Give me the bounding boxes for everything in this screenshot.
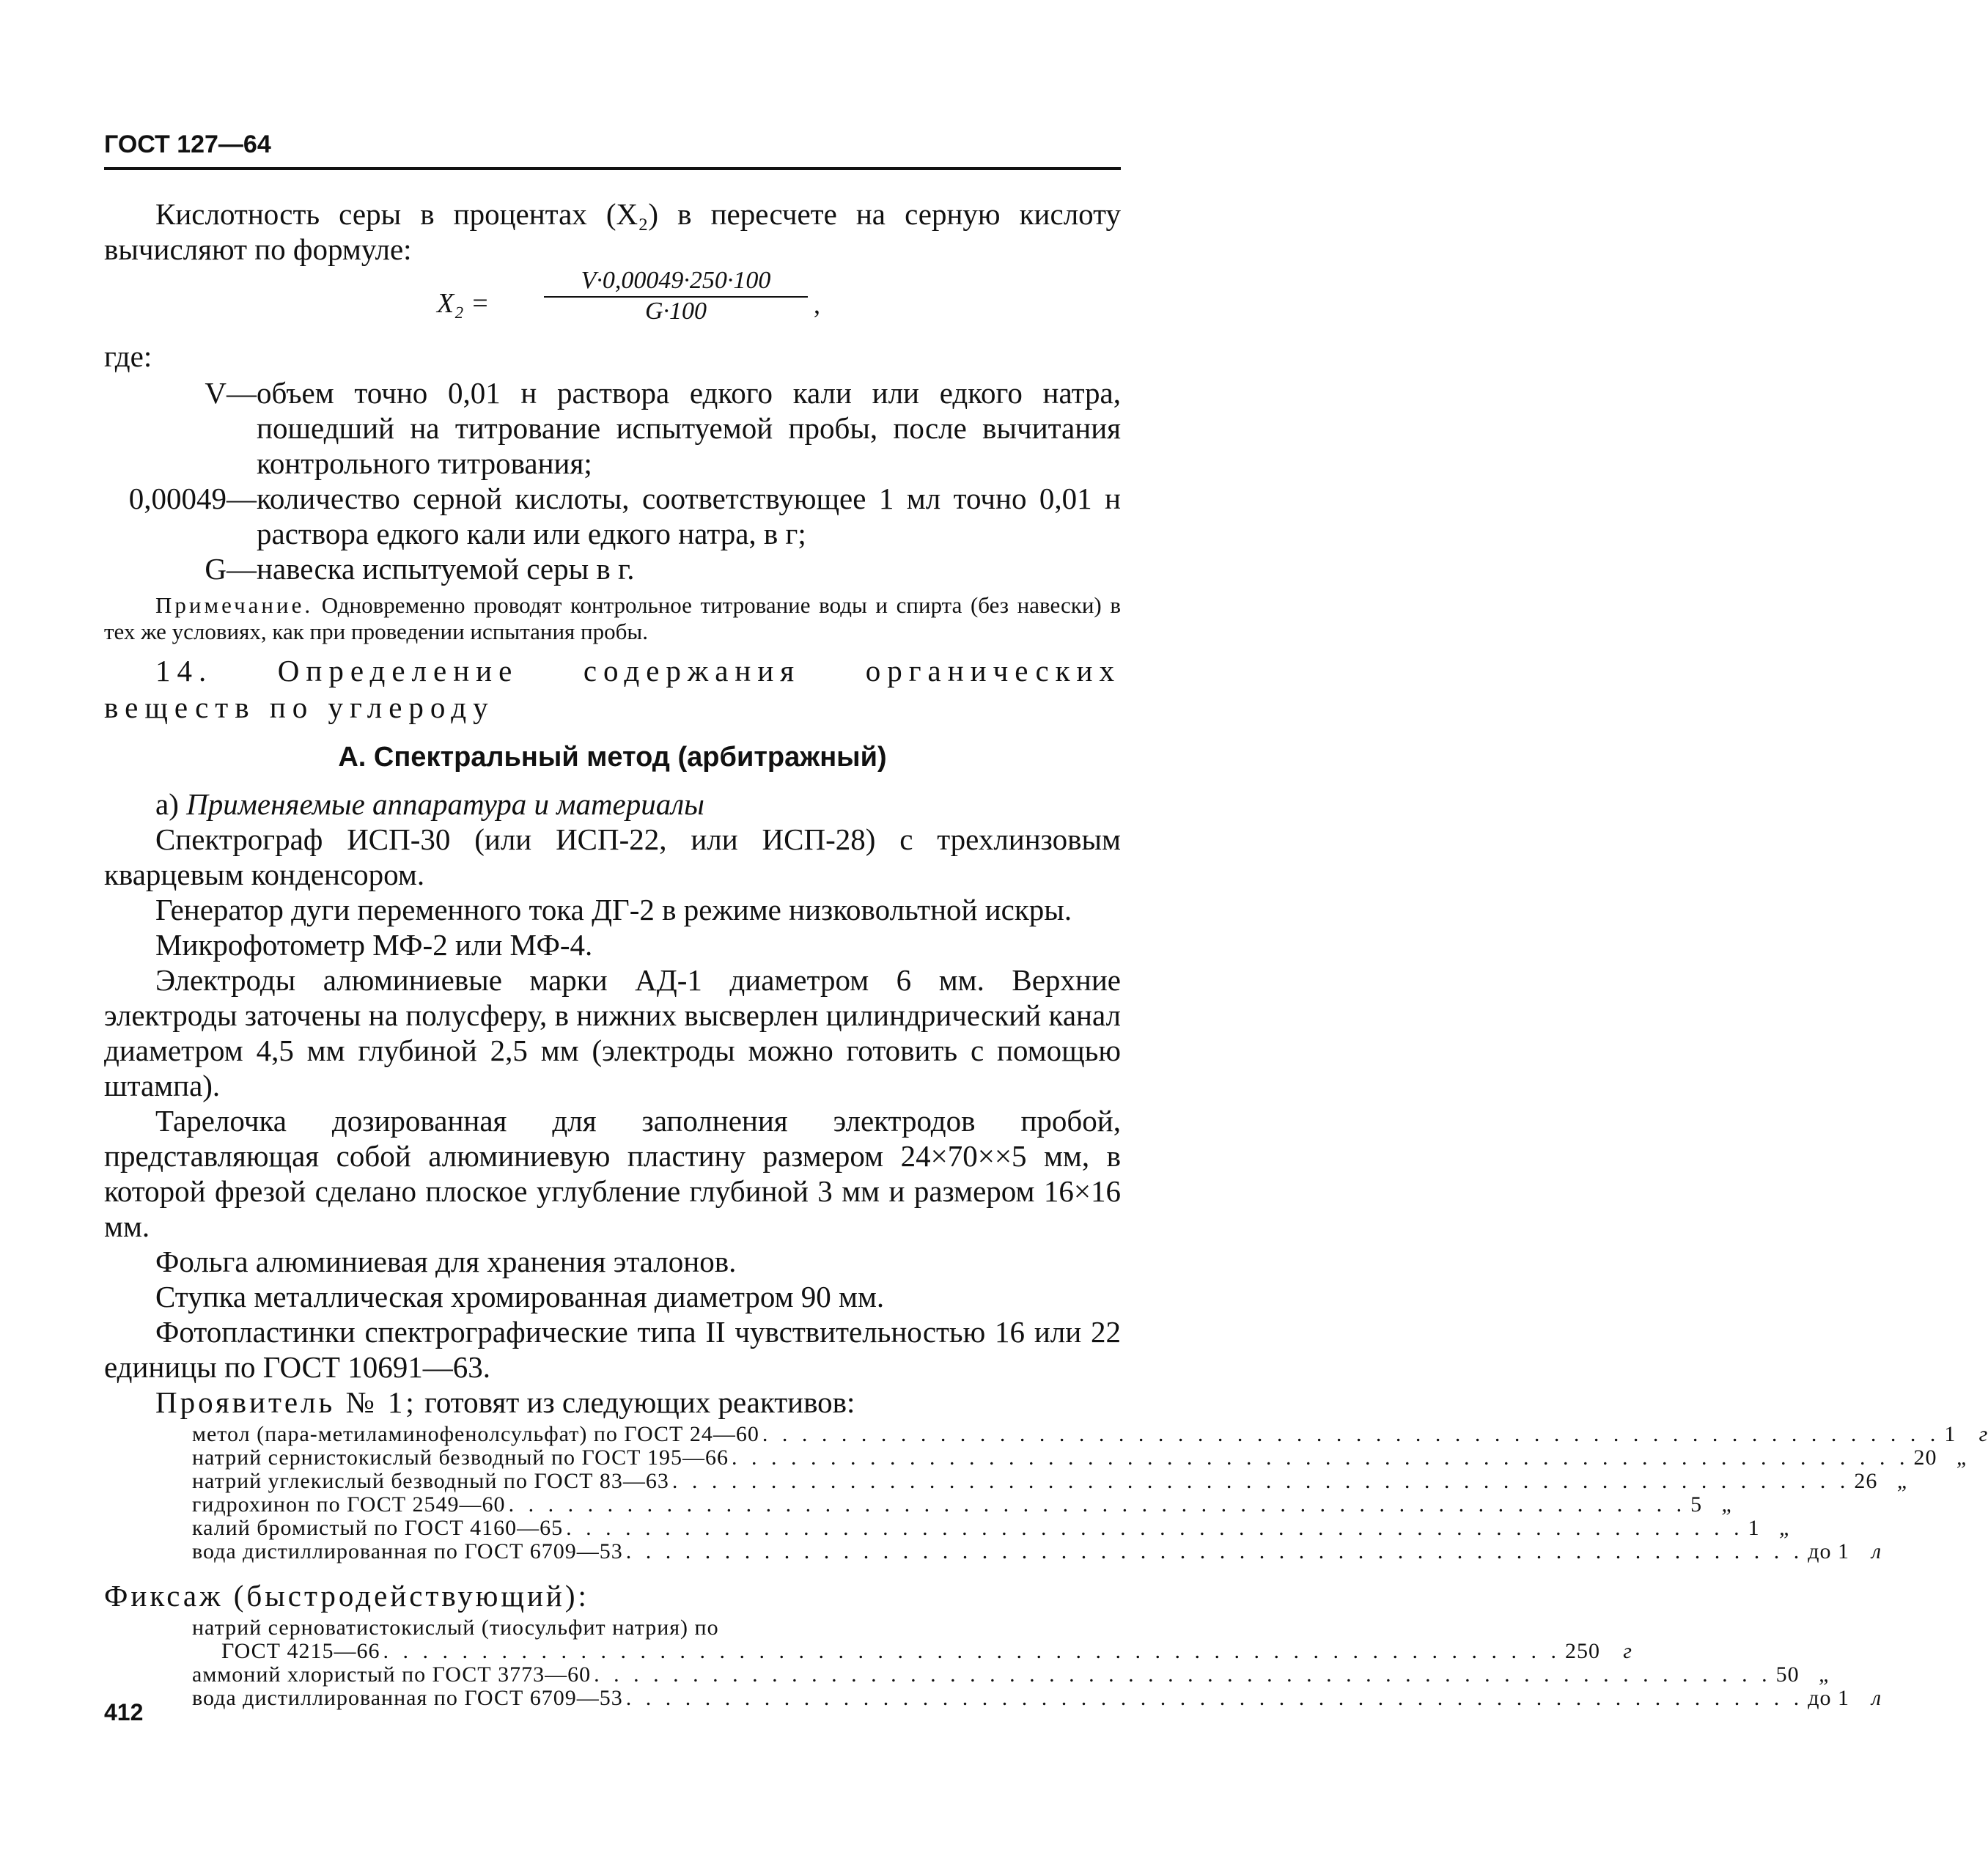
fixer-heading [104,1578,1121,1613]
section-14-heading: 14. Определение содержания органических веществ по углероду [104,654,1121,724]
page-content [104,196,1988,1710]
reagent-row [192,1686,1882,1710]
reagent-unit: „ [1956,1445,1970,1470]
reagent-unit: „ [1721,1492,1735,1517]
equipment-paragraph: Спектрограф ИСП-30 (или ИСП-22, или ИСП-28) с трехлинзовым кварцевым конденсором. [104,822,1121,891]
reagent-amount: 20 [1913,1445,1937,1470]
leader-dots: . . . . . . . . . . . . . . . . . . . . . . . . . . . . . . . . . . . . . . . . . . . . . . . . . . . . . . . . . . . . [566,1516,1744,1540]
reagent-amount: 1 [1748,1516,1760,1540]
subsection-a-title: А. Спектральный метод (арбитражный) [338,742,887,773]
reagent-name: ГОСТ 4215—66 [221,1639,380,1663]
fixer-reagent-list [192,1616,1882,1710]
leader-dots: . . . . . . . . . . . . . . . . . . . . . . . . . . . . . . . . . . . . . . . . . . . . . . . . . . . . . . . . . . . . [594,1662,1772,1687]
equipment-paragraph: Фольга алюминиевая для хранения эталонов. [155,1245,737,1278]
leader-dots: . . . . . . . . . . . . . . . . . . . . . . . . . . . . . . . . . . . . . . . . . . . . . . . . . . . . . . . . . . . . [625,1686,1804,1710]
formula-denominator: G·100 [644,298,707,325]
note-paragraph [104,592,1121,645]
formula-numerator: V·0,00049·250·100 [544,267,808,298]
reagent-name: вода дистиллированная по ГОСТ 6709—53 [192,1686,623,1710]
formula-trail: , [814,290,820,319]
document-header: ГОСТ 127—64 [104,130,271,158]
reagent-unit: „ [1778,1516,1792,1540]
reagent-unit: г [1978,1422,1988,1446]
reagent-amount: до 1 [1808,1686,1850,1710]
reagent-unit: л [1871,1539,1882,1563]
reagent-unit: „ [1818,1662,1832,1687]
page-number: 412 [104,1699,144,1725]
intro-paragraph: Кислотность серы в процентах (X₂) в пересчете на серную кислоту вычисляют по формуле: [104,197,1121,266]
developer-reagent-list [192,1422,1988,1563]
item-a-title: Применяемые аппаратура и материалы [186,787,704,821]
reagent-row [192,1639,1632,1663]
reagent-name: гидрохинон по ГОСТ 2549—60 [192,1492,506,1517]
developer-text: готовят из следующих реактивов: [424,1385,855,1419]
equipment-paragraph: Ступка металлическая хромированная диаметром 90 мм. [155,1280,885,1314]
reagent-amount: до 1 [1808,1539,1850,1563]
definition-term: G— [205,552,257,586]
equipment-paragraph: Фотопластинки спектрографические типа II чувствительностью 16 или 22 единицы по ГОСТ 10691—63. [104,1315,1121,1384]
reagent-row [192,1422,1988,1446]
equipment-paragraph: Тарелочка дозированная для заполнения электродов пробой, представляющая собой алюминиевую пластину размером 24×70××5 мм, в которой фрезой сделано плоское углубление глубиной 3 мм и размером 16×16 мм. [104,1104,1121,1243]
reagent-amount: 1 [1944,1422,1956,1446]
reagent-row [192,1616,1035,1640]
definitions-list [104,375,1121,586]
equipment-paragraph: Микрофотометр МФ-2 или МФ-4. [155,928,593,962]
reagent-row [192,1516,1792,1540]
definition-text: количество серной кислоты, соответствующее 1 мл точно 0,01 н раствора едкого кали или едкого натра, в г; [257,482,1121,550]
reagent-amount: 50 [1775,1662,1800,1687]
leader-dots: . . . . . . . . . . . . . . . . . . . . . . . . . . . . . . . . . . . . . . . . . . . . . . . . . . . . . . . . . . . . [508,1492,1687,1517]
reagent-row [192,1492,1735,1517]
leader-dots: . . . . . . . . . . . . . . . . . . . . . . . . . . . . . . . . . . . . . . . . . . . . . . . . . . . . . . . . . . . . [671,1469,1850,1493]
definition-text: навеска испытуемой серы в г. [257,552,635,586]
developer-label: Проявитель № 1; [155,1385,417,1419]
developer-heading [104,1385,1121,1420]
reagent-name: вода дистиллированная по ГОСТ 6709—53 [192,1539,623,1563]
definition-text: объем точно 0,01 н раствора едкого кали или едкого натра, пошедший на титрование испытуемой пробы, после вычитания контрольного титрования; [257,376,1121,480]
item-a-prefix: а) [155,787,179,821]
reagent-unit: л [1871,1686,1882,1710]
where-label: где: [104,339,152,373]
reagent-name: калий бромистый по ГОСТ 4160—65 [192,1516,564,1540]
note-text: Одновременно проводят контрольное титрование воды и спирта (без навески) в тех же условиях, как при проведении испытания пробы. [104,592,1121,644]
definition-item [104,551,1121,586]
fixer-label: Фиксаж [104,1579,224,1613]
equipment-paragraph: Генератор дуги переменного тока ДГ-2 в режиме низковольтной искры. [155,893,1072,926]
reagent-name: натрий сернистокислый безводный по ГОСТ 195—66 [192,1445,729,1470]
reagent-row [192,1445,1970,1470]
reagent-unit: г [1623,1639,1632,1663]
reagent-amount: 250 [1564,1639,1600,1663]
item-a-heading [104,786,1121,822]
reagent-name: натрий углекислый безводный по ГОСТ 83—63 [192,1469,669,1493]
reagent-row [192,1469,1910,1493]
definition-item [104,481,1121,551]
leader-dots: . . . . . . . . . . . . . . . . . . . . . . . . . . . . . . . . . . . . . . . . . . . . . . . . . . . . . . . . . . . . [625,1539,1804,1563]
formula-lhs: X₂ = [437,288,490,319]
definition-term: 0,00049— [128,482,257,515]
equipment-paragraph: Электроды алюминиевые марки АД-1 диаметром 6 мм. Верхние электроды заточены на полусферу, в нижних высверлен цилиндрический канал диаметром 4,5 мм глубиной 2,5 мм (электроды можно готовить с помощью штампа). [104,963,1121,1102]
fixer-text: (быстродействующий): [233,1579,589,1613]
note-label: Примечание. [155,592,314,618]
leader-dots: . . . . . . . . . . . . . . . . . . . . . . . . . . . . . . . . . . . . . . . . . . . . . . . . . . . . . . . . . . . . [383,1639,1561,1663]
reagent-name: метол (пара-метиламинофенолсульфат) по ГОСТ 24—60 [192,1422,759,1446]
header-rule [104,167,1121,170]
reagent-amount: 5 [1690,1492,1703,1517]
leader-dots: . . . . . . . . . . . . . . . . . . . . . . . . . . . . . . . . . . . . . . . . . . . . . . . . . . . . . . . . . . . . [732,1445,1910,1470]
reagent-name: натрий серноватистокислый (тиосульфит натрия) по [192,1616,719,1640]
reagent-name: аммоний хлористый по ГОСТ 3773—60 [192,1662,592,1687]
reagent-row [192,1662,1832,1687]
definition-item [104,375,1121,481]
reagent-unit: „ [1896,1469,1910,1493]
reagent-row [192,1539,1882,1563]
formula [104,267,1121,337]
definition-term: V— [205,376,257,410]
reagent-amount: 26 [1854,1469,1878,1493]
leader-dots: . . . . . . . . . . . . . . . . . . . . . . . . . . . . . . . . . . . . . . . . . . . . . . . . . . . . . . . . . . . . [762,1422,1940,1446]
formula-fraction [544,267,808,325]
